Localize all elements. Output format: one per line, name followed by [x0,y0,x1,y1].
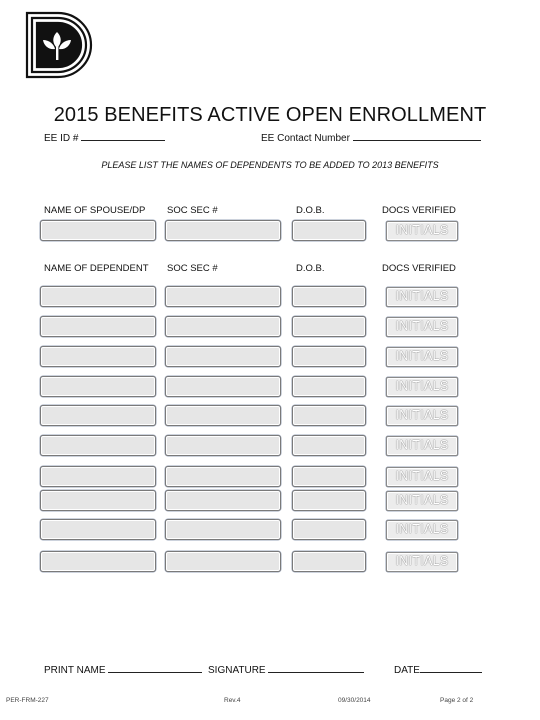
dependent-initials-field[interactable]: INITIALS [386,406,458,426]
dependent-ssn-field[interactable] [165,490,281,511]
dependent-ssn-field[interactable] [165,519,281,540]
form-id: PER-FRM-227 [6,697,49,704]
dependent-ssn-field[interactable] [165,466,281,487]
dependent-name-field[interactable] [40,346,156,367]
dependent-dob-field[interactable] [292,435,366,456]
dependent-initials-field[interactable]: INITIALS [386,467,458,487]
footer-date: 09/30/2014 [338,697,371,704]
dependent-initials-field[interactable]: INITIALS [386,347,458,367]
date-row [394,664,482,676]
dependent-ssn-field[interactable] [165,376,281,397]
print-name-field[interactable] [108,664,202,673]
signature-label: SIGNATURE [208,665,266,676]
dependent-dob-field[interactable] [292,316,366,337]
dependent-name-field[interactable] [40,316,156,337]
dependent-dob-header: D.O.B. [296,263,325,274]
spouse-initials-field[interactable]: INITIALS [386,221,458,241]
dependent-initials-field[interactable]: INITIALS [386,377,458,397]
dependent-name-field[interactable] [40,405,156,426]
ee-contact-field[interactable] [353,132,481,141]
print-name-row [44,664,202,676]
dallas-d-logo-icon [24,10,100,80]
dependent-name-field[interactable] [40,286,156,307]
dependent-ssn-header: SOC SEC # [167,263,218,274]
dependent-docs-header: DOCS VERIFIED [382,263,456,274]
dependent-dob-field[interactable] [292,466,366,487]
dependent-name-header: NAME OF DEPENDENT [44,263,149,274]
dependent-dob-field[interactable] [292,519,366,540]
dependent-dob-field[interactable] [292,286,366,307]
signature-field[interactable] [268,664,364,673]
dependent-initials-field[interactable]: INITIALS [386,287,458,307]
ee-id-field[interactable] [81,132,165,141]
dependent-ssn-field[interactable] [165,435,281,456]
date-field[interactable] [420,664,482,673]
spouse-name-header: NAME OF SPOUSE/DP [44,205,146,216]
dependent-name-field[interactable] [40,435,156,456]
print-name-label: PRINT NAME [44,665,106,676]
instructions-text: PLEASE LIST THE NAMES OF DEPENDENTS TO BE ADDED TO 2013 BENEFITS [101,160,439,170]
page-number: Page 2 of 2 [440,697,474,704]
dependent-name-field[interactable] [40,490,156,511]
dependent-ssn-field[interactable] [165,346,281,367]
spouse-dob-field[interactable] [292,220,366,241]
dependent-dob-field[interactable] [292,551,366,572]
dependent-name-field[interactable] [40,466,156,487]
spouse-docs-header: DOCS VERIFIED [382,205,456,216]
dependent-dob-field[interactable] [292,405,366,426]
spouse-ssn-header: SOC SEC # [167,205,218,216]
dependent-initials-field[interactable]: INITIALS [386,552,458,572]
spouse-dob-header: D.O.B. [296,205,325,216]
date-label: DATE [394,665,420,676]
ee-contact-label: EE Contact Number [261,133,350,144]
page-title: 2015 BENEFITS ACTIVE OPEN ENROLLMENT [53,104,487,126]
ee-contact-row [261,132,481,144]
dependent-initials-field[interactable]: INITIALS [386,436,458,456]
dependent-ssn-field[interactable] [165,316,281,337]
dependent-ssn-field[interactable] [165,405,281,426]
ee-id-row [44,132,165,144]
dependent-initials-field[interactable]: INITIALS [386,491,458,511]
dependent-initials-field[interactable]: INITIALS [386,520,458,540]
signature-row [208,664,364,676]
revision-label: Rev.4 [224,697,241,704]
dependent-dob-field[interactable] [292,490,366,511]
dependent-initials-field[interactable]: INITIALS [386,317,458,337]
dependent-name-field[interactable] [40,519,156,540]
dependent-dob-field[interactable] [292,346,366,367]
ee-id-label: EE ID # [44,133,79,144]
spouse-name-field[interactable] [40,220,156,241]
dependent-name-field[interactable] [40,551,156,572]
dependent-dob-field[interactable] [292,376,366,397]
dependent-name-field[interactable] [40,376,156,397]
dependent-ssn-field[interactable] [165,551,281,572]
dependent-ssn-field[interactable] [165,286,281,307]
spouse-ssn-field[interactable] [165,220,281,241]
